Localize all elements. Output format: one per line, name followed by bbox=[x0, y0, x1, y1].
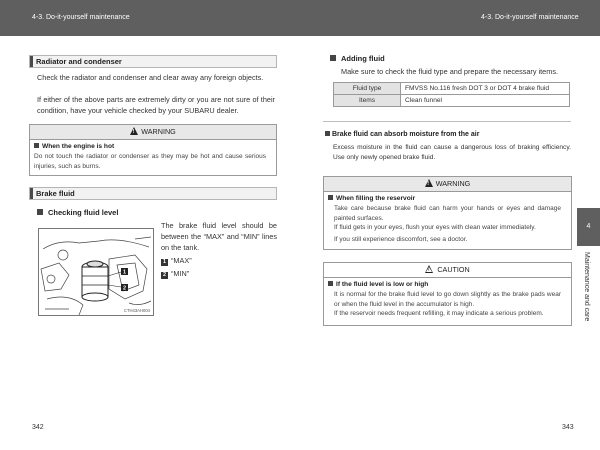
table-row bbox=[334, 95, 570, 107]
table-key: Fluid type bbox=[334, 83, 401, 95]
caution-body-2: If the reservoir needs frequent refilling, it may indicate a serious problem. bbox=[334, 310, 544, 317]
warning-subhead-text: When filling the reservoir bbox=[336, 195, 416, 202]
caution-subhead-text: If the fluid level is low or high bbox=[336, 281, 429, 288]
legend-text: “MAX” bbox=[171, 256, 192, 265]
warning-icon bbox=[130, 127, 138, 135]
chapter-label: Maintenance and care bbox=[583, 252, 590, 322]
caution-header bbox=[324, 263, 571, 278]
adding-fluid-title: Adding fluid bbox=[341, 54, 385, 63]
svg-text:2: 2 bbox=[122, 285, 127, 292]
warning-subhead-text: When the engine is hot bbox=[42, 143, 115, 150]
moisture-title: Brake fluid can absorb moisture from the air bbox=[332, 131, 480, 138]
warning-subhead bbox=[30, 140, 276, 150]
square-bullet-icon bbox=[328, 195, 333, 200]
caution-body-1: It is normal for the brake fluid level to go down slightly as the brake pads wear or when the fluid level in the accumulator is high. bbox=[334, 291, 561, 308]
warning-subhead bbox=[324, 192, 571, 202]
page-number-left: 342 bbox=[32, 424, 44, 431]
table-key: Items bbox=[334, 95, 401, 107]
radiator-section-title: Radiator and condenser bbox=[29, 55, 277, 68]
figure-code: CTH43AH004 bbox=[123, 308, 150, 313]
square-bullet-icon bbox=[328, 281, 333, 286]
brake-reservoir-figure bbox=[38, 228, 154, 316]
table-value: Clean funnel bbox=[401, 95, 570, 107]
moisture-heading bbox=[325, 131, 479, 138]
caution-subhead bbox=[324, 278, 571, 288]
warning-box-engine-hot bbox=[29, 124, 277, 176]
brake-fluid-section-title: Brake fluid bbox=[29, 187, 277, 200]
divider bbox=[323, 121, 571, 122]
table-value: FMVSS No.116 fresh DOT 3 or DOT 4 brake fluid bbox=[401, 83, 570, 95]
chapter-tab bbox=[577, 208, 600, 246]
table-row bbox=[334, 83, 570, 95]
caution-label: CAUTION bbox=[437, 265, 470, 274]
warning-header bbox=[30, 125, 276, 140]
warning-body: Do not touch the radiator or condenser as they may be hot and cause serious injuries, such as burns. bbox=[34, 153, 266, 170]
adding-fluid-heading bbox=[330, 54, 385, 63]
header-left-title: 4-3. Do-it-yourself maintenance bbox=[32, 14, 130, 21]
caution-icon bbox=[425, 265, 433, 273]
legend-text: “MIN” bbox=[171, 269, 190, 278]
warning-box-reservoir bbox=[323, 176, 572, 250]
square-bullet-icon bbox=[330, 55, 336, 61]
checking-fluid-level-heading bbox=[37, 208, 118, 217]
warning-label: WARNING bbox=[435, 179, 471, 188]
moisture-body: Excess moisture in the fluid can cause a dangerous loss of braking efficiency. Use only newly opened brake fluid. bbox=[333, 144, 571, 161]
number-badge: 1 bbox=[162, 259, 167, 265]
brake-fluid-body: The brake fluid level should be between the “MAX” and “MIN” lines on the tank. bbox=[161, 221, 277, 252]
engine-bay-illustration bbox=[39, 229, 154, 316]
warning-body-3: If you still experience discomfort, see a doctor. bbox=[334, 235, 468, 243]
chapter-number: 4 bbox=[586, 223, 591, 230]
square-bullet-icon bbox=[34, 143, 39, 148]
warning-icon bbox=[425, 179, 433, 187]
legend-item-max bbox=[161, 256, 192, 266]
radiator-body: Check the radiator and condenser and clear away any foreign objects. bbox=[37, 73, 264, 82]
number-badge: 2 bbox=[162, 272, 167, 278]
legend-item-min bbox=[161, 269, 189, 279]
adding-fluid-body: Make sure to check the fluid type and prepare the necessary items. bbox=[341, 67, 558, 76]
square-bullet-icon bbox=[325, 131, 330, 136]
page-header bbox=[0, 0, 600, 36]
fluid-spec-table bbox=[333, 82, 570, 107]
warning-body-2: If fluid gets in your eyes, flush your eyes with clean water immediately. bbox=[334, 224, 536, 231]
warning-body-1: Take care because brake fluid can harm your hands or eyes and damage painted surfaces. bbox=[334, 205, 561, 222]
warning-header bbox=[324, 177, 571, 192]
header-right-title: 4-3. Do-it-yourself maintenance bbox=[481, 14, 579, 21]
caution-box-fluid-level bbox=[323, 262, 572, 326]
warning-label: WARNING bbox=[141, 127, 176, 136]
svg-text:1: 1 bbox=[122, 269, 127, 276]
radiator-body-2: If either of the above parts are extremely dirty or you are not sure of their condition, have your vehicle checked by your SUBARU dealer. bbox=[37, 95, 275, 115]
page-number-right: 343 bbox=[562, 424, 574, 431]
checking-fluid-level-text: Checking fluid level bbox=[48, 208, 119, 217]
square-bullet-icon bbox=[37, 209, 43, 215]
